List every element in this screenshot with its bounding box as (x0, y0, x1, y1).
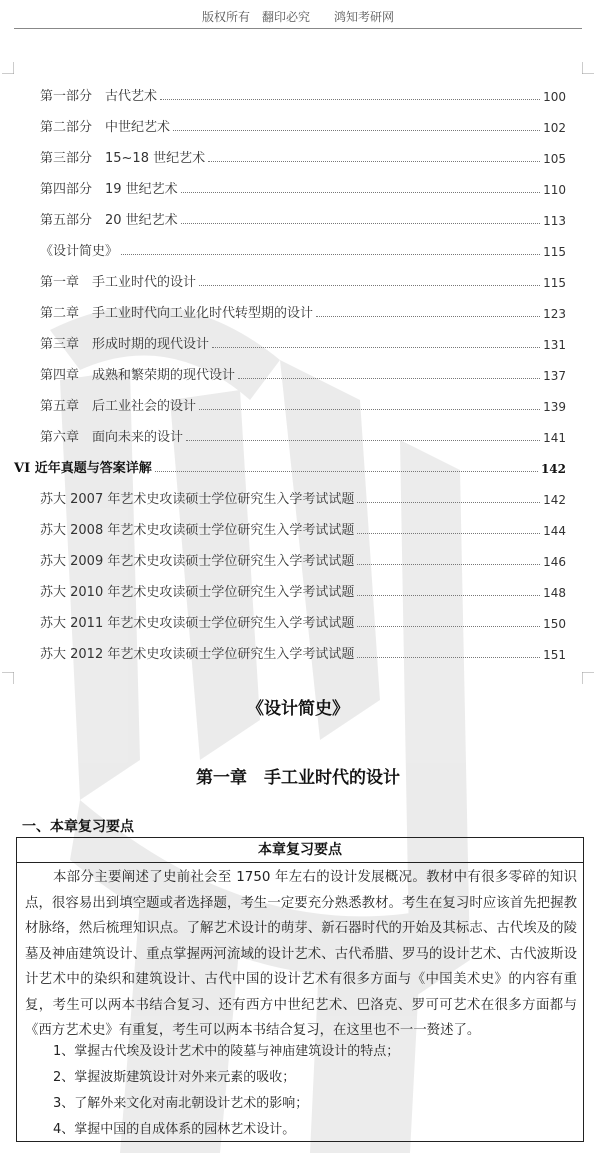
toc-entry-page: 139 (543, 400, 566, 414)
toc-entry-page: 148 (543, 586, 566, 600)
toc-entry-page: 115 (543, 245, 566, 259)
toc-entry-label: 第六章 面向未来的设计 (40, 430, 184, 445)
toc-entry-page: 131 (543, 338, 566, 352)
toc-entry-label: 第五章 后工业社会的设计 (40, 399, 197, 414)
toc-leader-dots (357, 595, 540, 596)
toc-leader-dots (181, 192, 540, 193)
toc-leader-dots (357, 502, 540, 503)
toc-entry[interactable] (40, 208, 566, 228)
toc-entry-page: 137 (543, 369, 566, 383)
toc-entry-label: 第五部分 20 世纪艺术 (40, 213, 178, 228)
toc-entry[interactable] (40, 270, 566, 290)
toc-entry-page: 142 (543, 493, 566, 507)
page-header (0, 0, 596, 30)
toc-entry[interactable] (40, 394, 566, 414)
toc-leader-dots (173, 130, 540, 131)
toc-entry-label: 第三部分 15~18 世纪艺术 (40, 151, 206, 166)
toc-entry-section[interactable] (14, 456, 566, 476)
toc-entry[interactable] (40, 549, 566, 569)
toc-entry[interactable] (40, 487, 566, 507)
toc-leader-dots (212, 347, 540, 348)
toc-leader-dots (357, 657, 540, 658)
toc-entry-label: 苏大 2011 年艺术史攻读硕士学位研究生入学考试试题 (40, 616, 355, 631)
toc-entry-label: 第一部分 古代艺术 (40, 89, 158, 104)
toc-entry-label: 苏大 2009 年艺术史攻读硕士学位研究生入学考试试题 (40, 554, 355, 569)
crop-mark-top-right (582, 62, 594, 74)
review-list-item: 1、掌握古代埃及设计艺术中的陵墓与神庙建筑设计的特点； (53, 1044, 400, 1059)
book-title: 《设计简史》 (247, 699, 349, 719)
toc-leader-dots (316, 316, 540, 317)
toc-leader-dots (121, 254, 540, 255)
toc-leader-dots (186, 440, 540, 441)
toc-entry-label: 第四章 成熟和繁荣期的现代设计 (40, 368, 236, 383)
crop-mark-top-left (2, 62, 14, 74)
toc-leader-dots (199, 285, 540, 286)
toc-entry-label: 第一章 手工业时代的设计 (40, 275, 197, 290)
review-list-item: 4、掌握中国的自成体系的园林艺术设计。 (53, 1122, 296, 1137)
review-points-box (16, 837, 584, 1142)
crop-mark-bottom-left (2, 672, 14, 684)
toc-entry-label: 第四部分 19 世纪艺术 (40, 182, 178, 197)
toc-entry[interactable] (40, 363, 566, 383)
toc-entry-page: 150 (543, 617, 566, 631)
crop-mark-bottom-right (582, 672, 594, 684)
toc-entry-page: 105 (543, 152, 566, 166)
toc-entry[interactable] (40, 518, 566, 538)
header-text: 版权所有 翻印必究 鸿知考研网 (201, 10, 394, 24)
toc-leader-dots (238, 378, 540, 379)
toc-entry[interactable] (40, 115, 566, 135)
review-box-title: 本章复习要点 (17, 838, 583, 863)
review-list-item: 2、掌握波斯建筑设计对外来元素的吸收； (53, 1070, 296, 1085)
toc-entry-page: 100 (543, 90, 566, 104)
toc-leader-dots (155, 471, 538, 472)
toc-entry-label: 苏大 2007 年艺术史攻读硕士学位研究生入学考试试题 (40, 492, 355, 507)
toc-entry-page: 151 (543, 648, 566, 660)
toc-entry[interactable] (40, 332, 566, 352)
toc-leader-dots (357, 564, 540, 565)
review-list-item: 3、了解外来文化对南北朝设计艺术的影响； (53, 1096, 309, 1111)
header-rule (14, 28, 582, 29)
toc-entry[interactable] (40, 177, 566, 197)
toc-entry-page: 123 (543, 307, 566, 321)
toc-entry-label: 苏大 2008 年艺术史攻读硕士学位研究生入学考试试题 (40, 523, 355, 538)
toc-entry-page: 102 (543, 121, 566, 135)
toc-entry-label: 第三章 形成时期的现代设计 (40, 337, 210, 352)
toc-leader-dots (181, 223, 540, 224)
toc-leader-dots (160, 99, 540, 100)
toc-leader-dots (357, 533, 540, 534)
toc-entry-page: 113 (543, 214, 566, 228)
toc-leader-dots (357, 626, 540, 627)
table-of-contents (0, 78, 596, 660)
toc-entry-page: 146 (543, 555, 566, 569)
toc-entry[interactable] (40, 84, 566, 104)
toc-entry-label: 第二部分 中世纪艺术 (40, 120, 171, 135)
toc-entry-label: 《设计简史》 (40, 244, 119, 259)
toc-leader-dots (208, 161, 540, 162)
toc-entry[interactable] (40, 239, 566, 259)
toc-entry-page: 115 (543, 276, 566, 290)
toc-entry[interactable] (40, 580, 566, 600)
section-heading: 一、本章复习要点 (22, 819, 134, 835)
toc-entry-page: 110 (543, 183, 566, 197)
toc-entry-page: 142 (540, 462, 566, 476)
chapter-title: 第一章 手工业时代的设计 (196, 768, 400, 788)
toc-entry[interactable] (40, 301, 566, 321)
toc-entry-label: 苏大 2010 年艺术史攻读硕士学位研究生入学考试试题 (40, 585, 355, 600)
toc-entry[interactable] (40, 425, 566, 445)
toc-entry[interactable] (40, 611, 566, 631)
toc-entry[interactable] (40, 642, 566, 660)
toc-entry-page: 141 (543, 431, 566, 445)
toc-entry[interactable] (40, 146, 566, 166)
toc-entry-label: 苏大 2012 年艺术史攻读硕士学位研究生入学考试试题 (40, 647, 355, 660)
toc-entry-label: VI 近年真题与答案详解 (14, 461, 152, 476)
toc-entry-page: 144 (543, 524, 566, 538)
toc-entry-label: 第二章 手工业时代向工业化时代转型期的设计 (40, 306, 314, 321)
review-paragraph: 本部分主要阐述了史前社会至 1750 年左右的设计发展概况。教材中有很多零碎的知识点，很容易出到填空题或者选择题，考生一定要充分熟悉教材。考生在复习时应该首先把握教材脉络，然后梳理知识点。了解艺术设计的萌芽、新石器时代的开始及其标志、古代埃及的陵墓及神庙建筑设计、重点掌握两河流域的设计艺术、古代希腊、罗马的设计艺术、古代波斯设计艺术中的染织和建筑设计、古代中国的设计艺术有很多方面与《中国美术史》的内容有重复，考生可以两本书结合复习、还有西方中世纪艺术、巴洛克、罗可可艺术在很多方面都与《西方艺术史》有重复，考生可以两本书结合复习，在这里也不一一赘述了。 (25, 870, 577, 1038)
toc-leader-dots (199, 409, 540, 410)
